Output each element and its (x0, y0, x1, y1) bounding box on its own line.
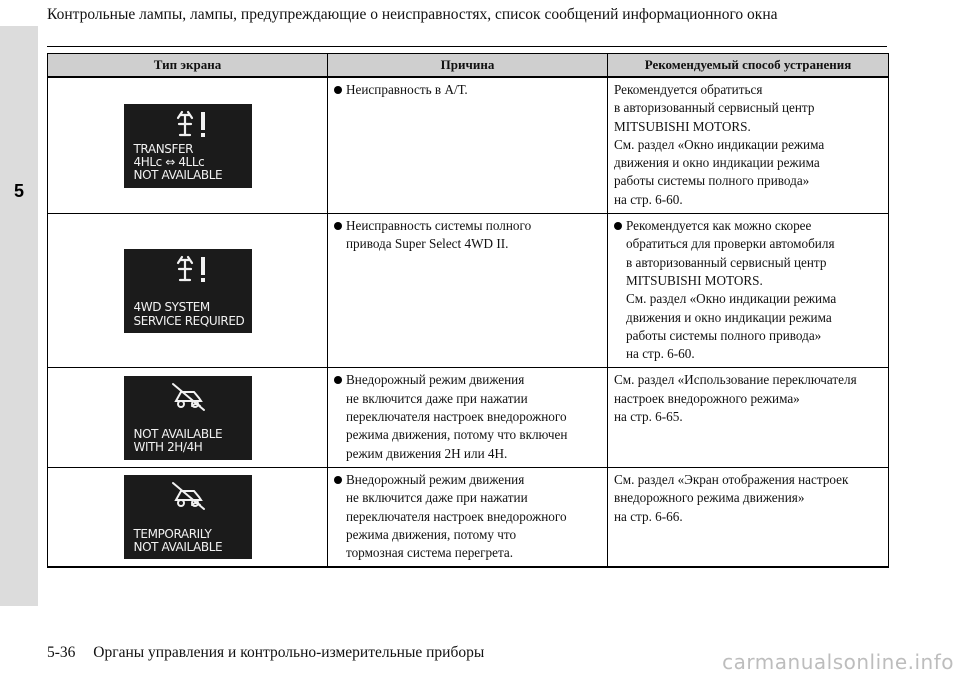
screen-message (134, 301, 248, 327)
screen-cell (48, 214, 328, 368)
header-rule (47, 46, 887, 47)
solution-text: См. раздел «Использование переключателя настроек внедорожного режима» на стр. 6-65. (614, 372, 857, 425)
table-row (48, 368, 889, 467)
table-row (48, 467, 889, 567)
column-header: Тип экрана (48, 54, 328, 78)
offroad-mode-off-icon (170, 382, 208, 412)
chapter-tab: 5 (0, 174, 38, 208)
cause-cell (328, 368, 608, 467)
screen-line: SERVICE REQUIRED (133, 313, 245, 328)
table-row (48, 214, 889, 368)
cause-cell (328, 467, 608, 567)
solution-text: Рекомендуется обратиться в авторизованный сервисный центр MITSUBISHI MOTORS. См. раздел «Окно индикации режима движения и окно индикации режима работы системы полного привода» на стр. 6-60. (614, 82, 825, 207)
solution-cell (608, 214, 889, 368)
screen-line: WITH 2H/4H (133, 440, 203, 455)
solution-cell (608, 368, 889, 467)
table-header-row (48, 54, 889, 78)
display-screen (124, 376, 252, 460)
screen-line: NOT AVAILABLE (133, 427, 223, 442)
cause-cell (328, 214, 608, 368)
screen-message (134, 528, 248, 554)
column-header: Причина (328, 54, 608, 78)
screen-line: NOT AVAILABLE (133, 539, 223, 554)
cause-text: Неисправность в А/Т. (334, 81, 601, 99)
screen-line: 4HLc ⇔ 4LLc (133, 155, 205, 170)
screen-line: TRANSFER (133, 141, 194, 156)
cause-cell (328, 77, 608, 214)
solution-text: Рекомендуется как можно скорее обратиться для проверки автомобиля в авторизованный сервисный центр MITSUBISHI MOTORS. См. раздел «Окно индикации режима движения и окно индикации режима работы системы полного привода» на стр. 6-60. (614, 217, 882, 363)
solution-cell (608, 77, 889, 214)
screen-cell (48, 77, 328, 214)
display-screen (124, 104, 252, 188)
4wd-warning-icon (174, 110, 214, 140)
page-number: 5-36 (47, 644, 76, 661)
table-row (48, 77, 889, 214)
screen-cell (48, 467, 328, 567)
4wd-warning-icon (174, 255, 214, 285)
cause-text: Внедорожный режим движения не включится даже при нажатии переключателя настроек внедорожного режима движения, потому что включен режим движения 2H или 4H. (334, 371, 601, 462)
offroad-mode-off-icon (170, 481, 208, 511)
screen-message (134, 428, 248, 454)
page-footer (47, 644, 484, 662)
side-strip (0, 26, 38, 606)
display-screen (124, 249, 252, 333)
solution-text: См. раздел «Экран отображения настроек внедорожного режима движения» на стр. 6-66. (614, 471, 849, 524)
cause-text: Неисправность системы полного привода Super Select 4WD II. (334, 217, 601, 254)
screen-line: NOT AVAILABLE (133, 168, 223, 183)
display-screen (124, 475, 252, 559)
info-table (47, 53, 889, 568)
page-header: Контрольные лампы, лампы, предупреждающие о неисправностях, список сообщений информационного окна (47, 6, 778, 23)
screen-message (134, 143, 248, 183)
screen-cell (48, 368, 328, 467)
watermark: carmanualsonline.info (722, 650, 954, 674)
footer-section-title: Органы управления и контрольно-измерительные приборы (93, 644, 485, 661)
column-header: Рекомендуемый способ устранения (608, 54, 889, 78)
cause-text: Внедорожный режим движения не включится даже при нажатии переключателя настроек внедорожного режима движения, потому что тормозная система перегрета. (334, 471, 601, 562)
solution-cell (608, 467, 889, 567)
screen-line: TEMPORARILY (133, 526, 212, 541)
screen-line: 4WD SYSTEM (133, 300, 210, 315)
